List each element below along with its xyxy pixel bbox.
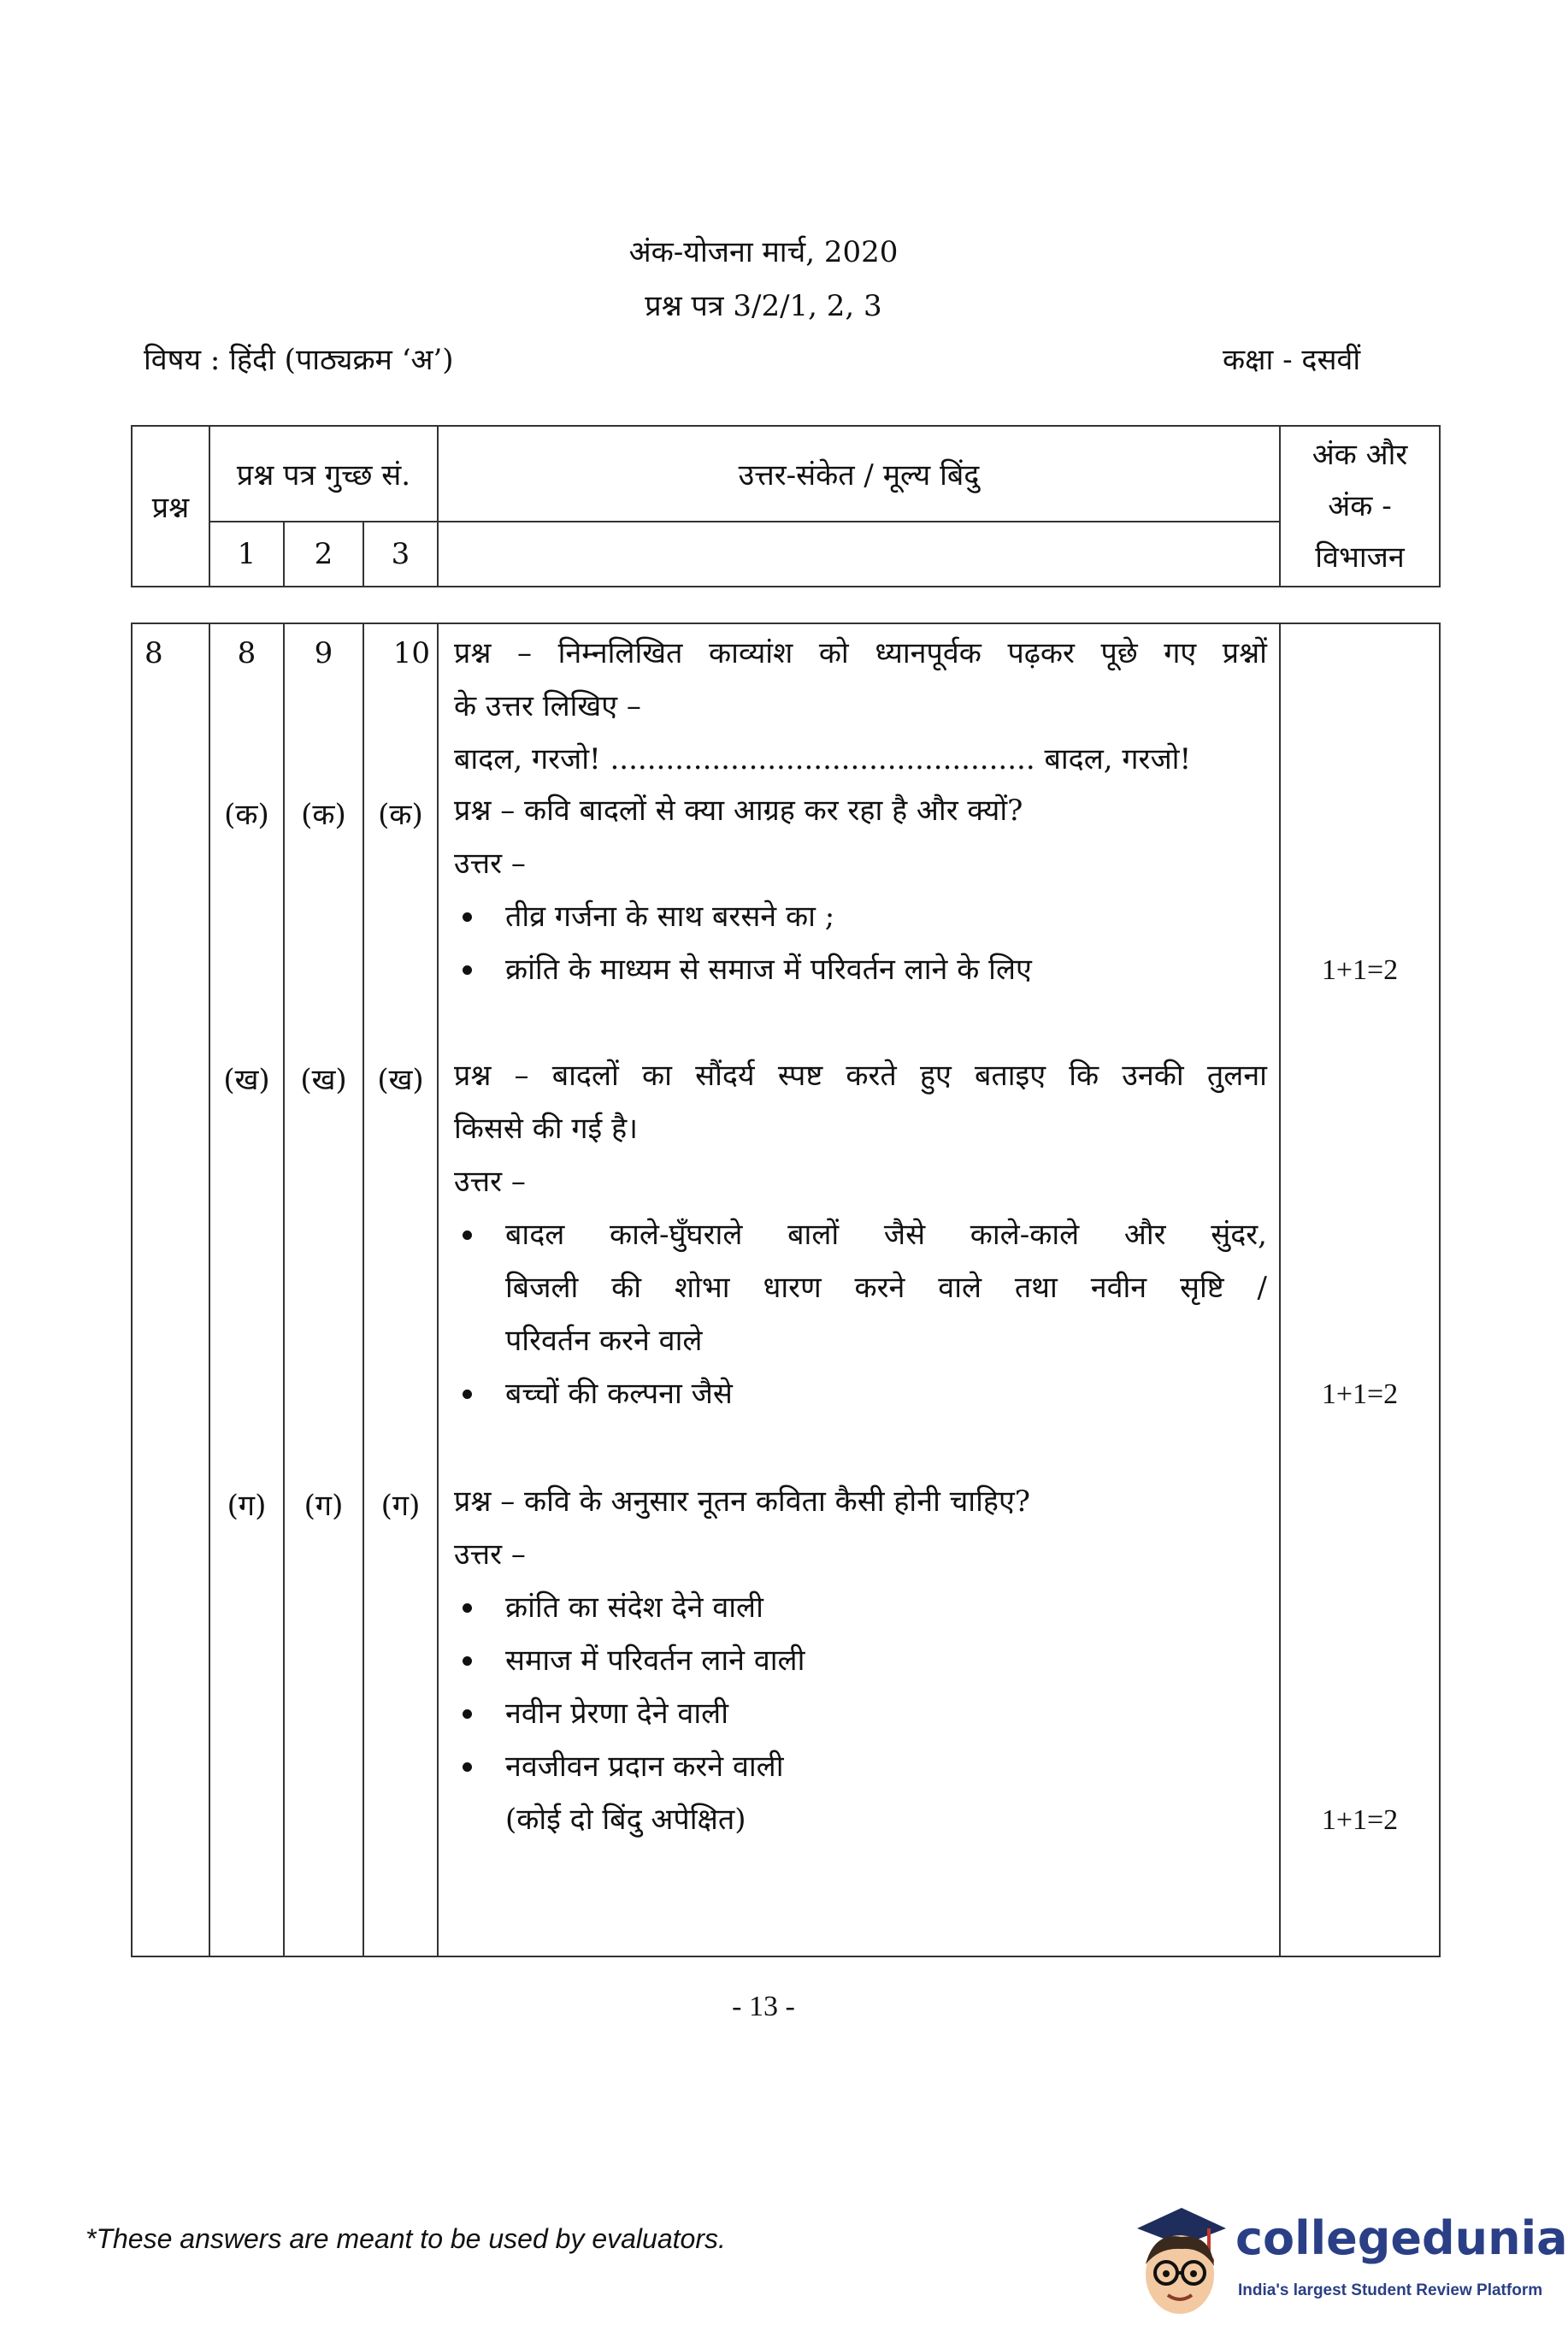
paper-code: प्रश्न पत्र 3/2/1, 2, 3 (645, 289, 882, 323)
set-col-1: 1 (209, 522, 284, 587)
ga-bullet-4: नवजीवन प्रदान करने वाली (505, 1750, 1267, 1784)
set2-ga: (ग) (304, 1489, 344, 1523)
ka-marks: 1+1=2 (1321, 954, 1399, 986)
collegedunia-logo (1129, 2196, 1568, 2324)
ka-question: प्रश्न – कवि बादलों से क्या आग्रह कर रहा है और क्यों? (454, 794, 1023, 828)
marks-column (1280, 623, 1440, 1956)
kha-question-1: प्रश्न – बादलों का सौंदर्य स्पष्ट करते हुए बताइए कि उनकी तुलना (454, 1059, 1267, 1093)
kha-bullet-1c: परिवर्तन करने वाले (505, 1324, 703, 1358)
kha-bullet-2: बच्चों की कल्पना जैसे (505, 1377, 1267, 1411)
col-head-set: प्रश्न पत्र गुच्छ सं. (209, 426, 438, 522)
marks-head-line-1: अंक और (1312, 438, 1408, 472)
set3-ga: (ग) (380, 1489, 421, 1523)
brand-tagline: India's largest Student Review Platform (1238, 2281, 1543, 2299)
header-table (131, 425, 1441, 587)
marks-head-line-2: अंक - (1328, 489, 1392, 523)
set2-number: 9 (314, 636, 333, 670)
intro-line-3: बादल, गरजो! .............................................. बादल, गरजो! (454, 742, 1192, 776)
set2-ka: (क) (301, 798, 346, 832)
answer-column (438, 623, 1280, 1956)
set-col-3: 3 (363, 522, 438, 587)
col-head-marks (1280, 426, 1440, 587)
set1-ka: (क) (224, 798, 269, 832)
ga-note: (कोई दो बिंदु अपेक्षित) (505, 1803, 746, 1837)
ka-answer-label: उत्तर – (454, 847, 526, 881)
set-col-2: 2 (284, 522, 363, 587)
set1-number: 8 (237, 636, 256, 670)
answer-table (131, 623, 1441, 1957)
col-head-question: प्रश्न (132, 426, 209, 587)
col-head-answer: उत्तर-संकेत / मूल्य बिंदु (438, 426, 1280, 522)
intro-line-2: के उत्तर लिखिए – (454, 689, 641, 723)
ga-answer-label: उत्तर – (454, 1537, 526, 1572)
question-number: 8 (132, 623, 209, 1956)
ga-bullet-1: क्रांति का संदेश देने वाली (505, 1590, 1267, 1625)
set2-kha: (ख) (300, 1063, 347, 1097)
ga-question: प्रश्न – कवि के अनुसार नूतन कविता कैसी होनी चाहिए? (454, 1484, 1030, 1519)
set3-ka: (क) (378, 798, 423, 832)
ka-bullet-1: तीव्र गर्जना के साथ बरसने का ; (505, 900, 1267, 934)
set1-ga: (ग) (227, 1489, 267, 1523)
set1-column (209, 623, 284, 1956)
brand-name: collegedunia (1235, 2211, 1568, 2265)
class-label: कक्षा - दसवीं (1223, 343, 1361, 377)
kha-question-2: किससे की गई है। (454, 1112, 639, 1146)
ka-bullet-2: क्रांति के माध्यम से समाज में परिवर्तन लाने के लिए (505, 953, 1267, 987)
ga-marks: 1+1=2 (1321, 1804, 1399, 1836)
set3-number: 10 (392, 636, 430, 670)
kha-bullet-1b: बिजली की शोभा धारण करने वाले तथा नवीन सृष्टि / (505, 1271, 1267, 1305)
kha-answer-label: उत्तर – (454, 1165, 526, 1199)
intro-line-1: प्रश्न – निम्नलिखित काव्यांश को ध्यानपूर्वक पढ़कर पूछे गए प्रश्नों (454, 636, 1267, 670)
evaluator-footnote: *These answers are meant to be used by evaluators. (85, 2223, 726, 2254)
subject-label: विषय : हिंदी (पाठ्यक्रम ‘अ’) (144, 343, 454, 377)
scheme-title: अंक-योजना मार्च, 2020 (628, 235, 899, 269)
student-mascot-icon (1129, 2196, 1231, 2324)
set1-kha: (ख) (223, 1063, 270, 1097)
answer-subhead-empty (438, 522, 1280, 587)
page-number: - 13 - (732, 1991, 795, 2022)
kha-bullet-1a: बादल काले-घुँघराले बालों जैसे काले-काले और सुंदर, (505, 1218, 1267, 1252)
ga-bullet-2: समाज में परिवर्तन लाने वाली (505, 1644, 1267, 1678)
marks-head-line-3: विभाजन (1315, 540, 1405, 575)
set2-column (284, 623, 363, 1956)
set3-kha: (ख) (377, 1063, 424, 1097)
ga-bullet-3: नवीन प्रेरणा देने वाली (505, 1697, 1267, 1731)
kha-marks: 1+1=2 (1321, 1378, 1399, 1410)
set3-column (363, 623, 438, 1956)
